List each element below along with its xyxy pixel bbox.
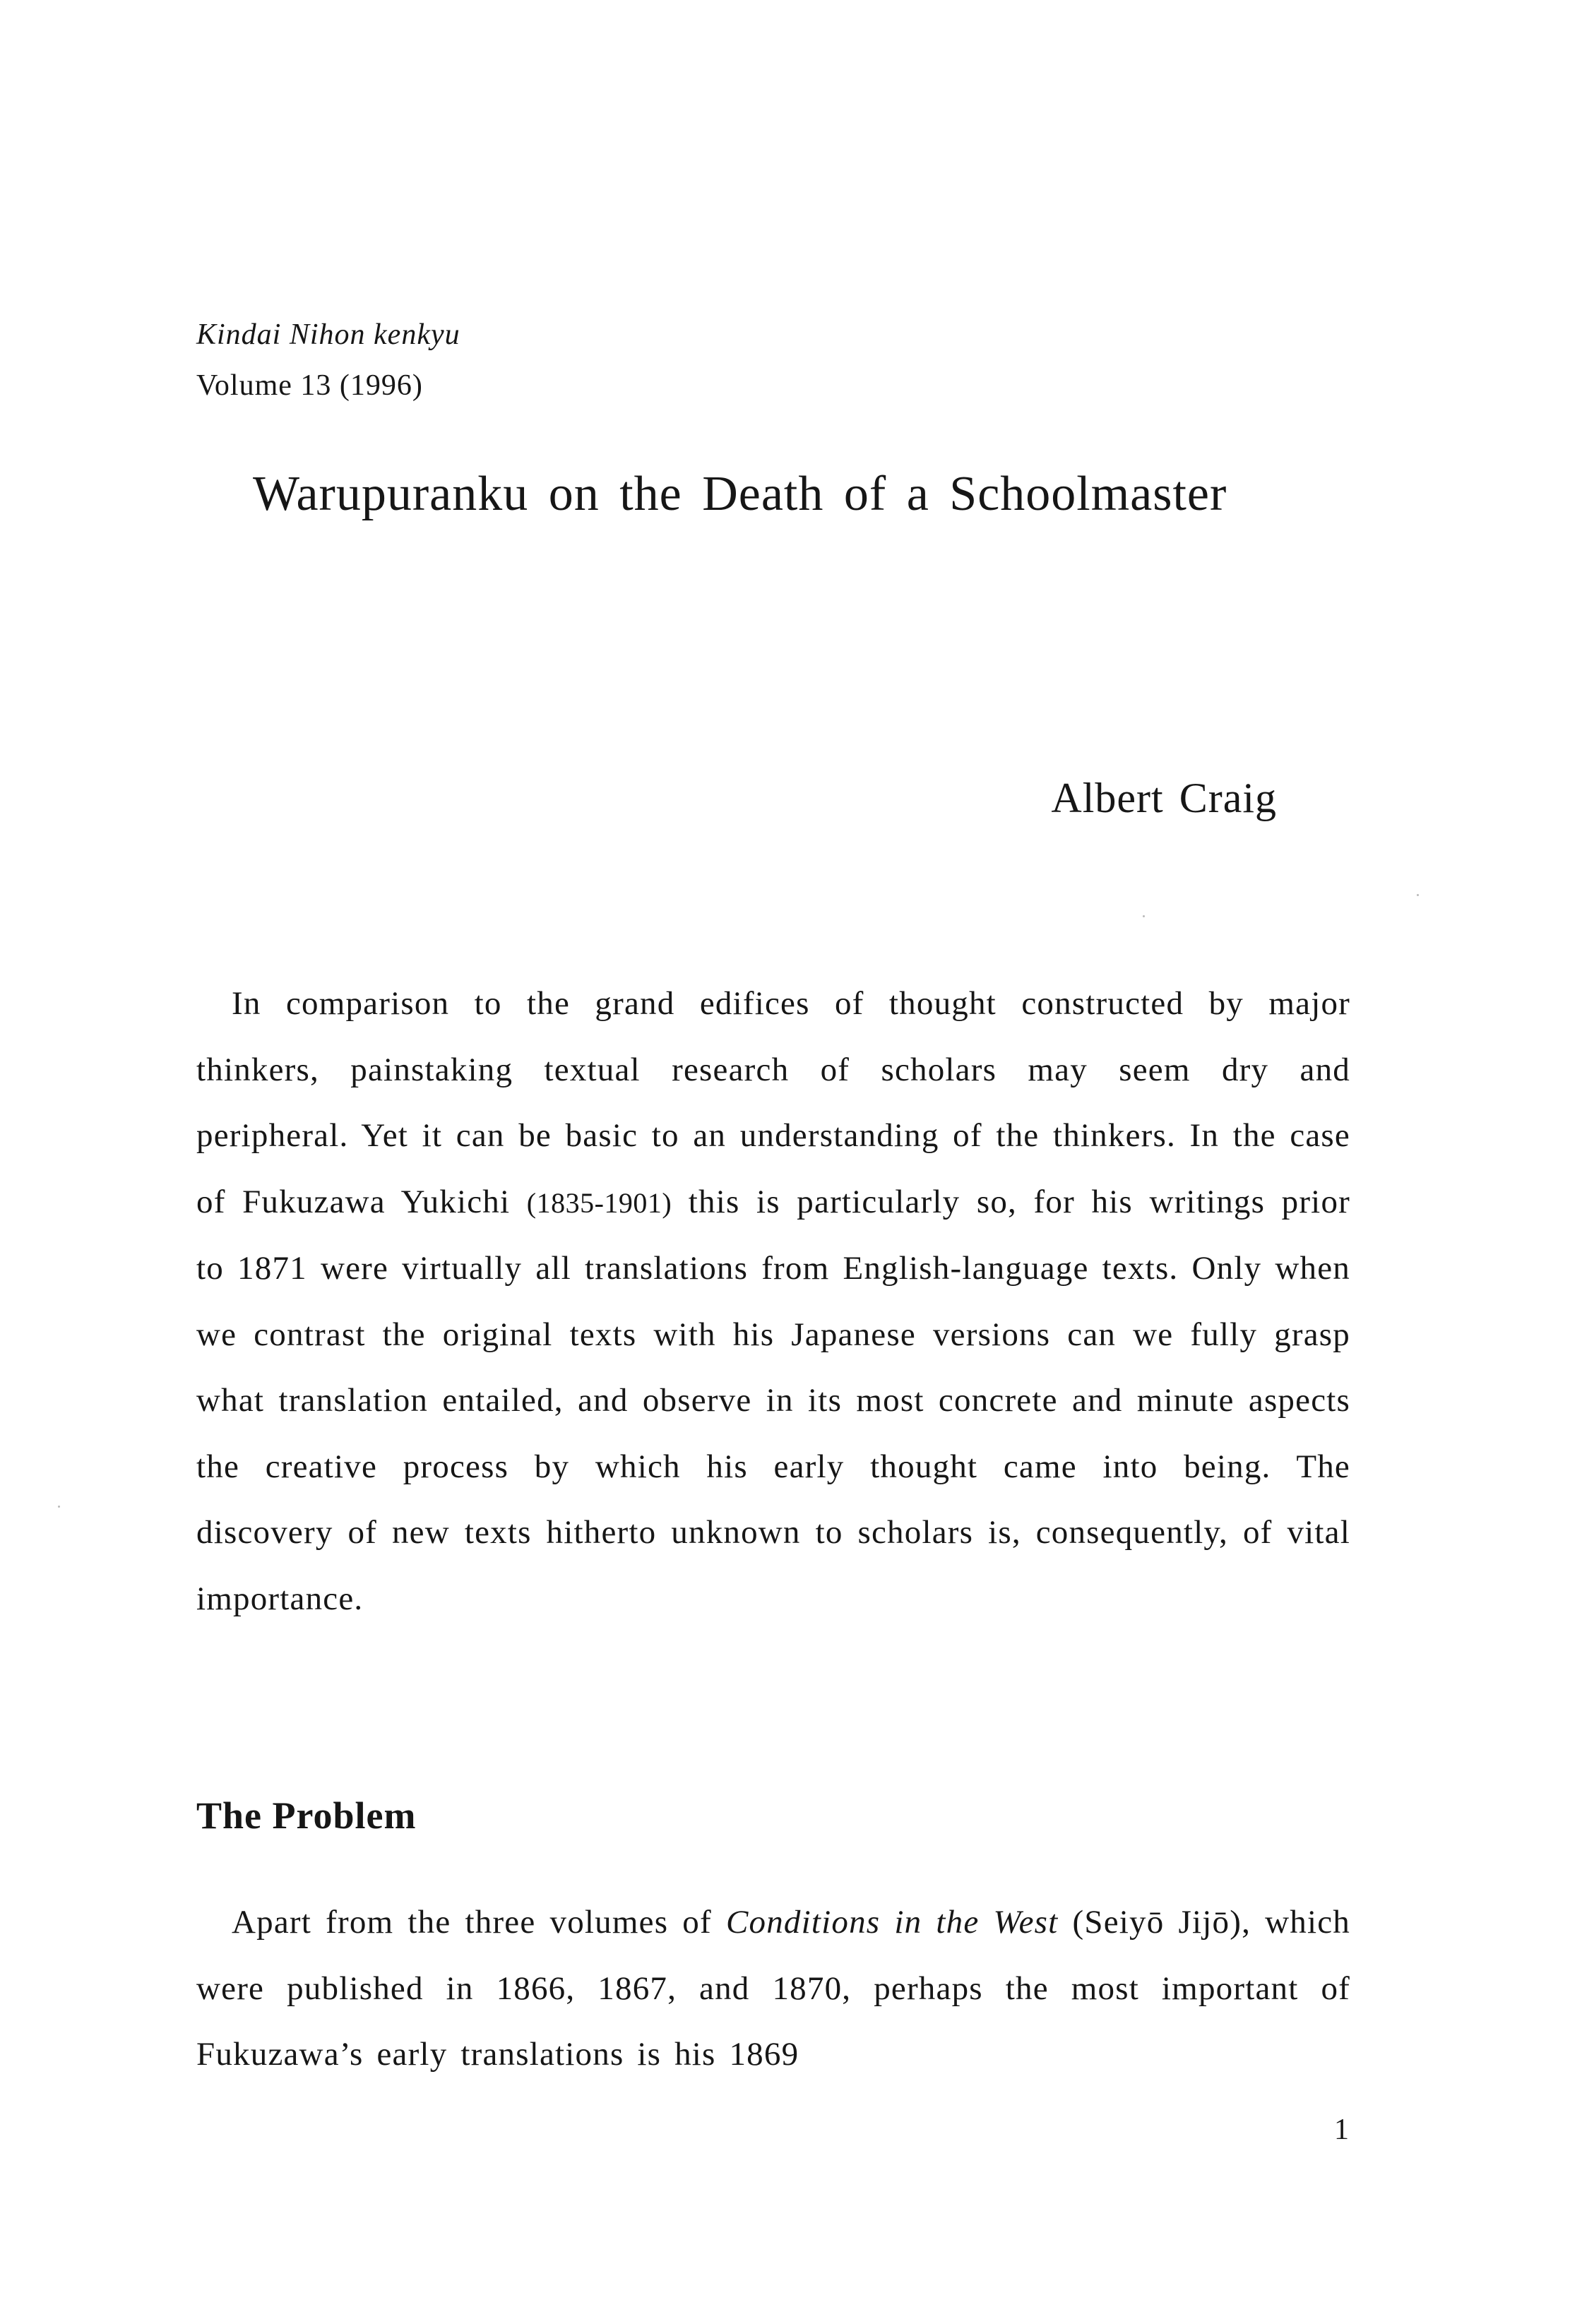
scan-speck (1143, 915, 1145, 917)
life-dates: (1835-1901) (526, 1186, 672, 1219)
book-title: Conditions in the West (725, 1904, 1059, 1941)
journal-name: Kindai Nihon kenkyu (196, 318, 460, 351)
page-number: 1 (1334, 2114, 1349, 2146)
author-name: Albert Craig (1051, 775, 1277, 821)
problem-text-rest: (Seiyō Jijō), which were published in 1866, 1867, and 1870, perhaps the most important of Fukuzawa’s early translations is his 1869 (196, 1904, 1350, 2073)
section-heading: The Problem (196, 1794, 417, 1837)
problem-text-start: Apart from the three volumes of (232, 1904, 726, 1941)
article-title: Warupuranku on the Death of a Schoolmaster (253, 467, 1227, 521)
scan-speck (1417, 894, 1419, 896)
intro-text-start: In comparison to the grand edifices of thought constructed by major thinkers, painstaking textual research of scholars may seem dry and peripheral. Yet it can be basic to an understanding of the thinkers. In the case of Fukuzawa Yukichi (196, 985, 1350, 1220)
volume-info: Volume 13 (1996) (196, 369, 423, 402)
intro-text-end: this is particularly so, for his writings prior to 1871 were virtually all translations from English-language texts. Only when we contrast the original texts with his Japanese versions can we fully grasp what translation entailed, and observe in its most concrete and minute aspects the creative process by which his early thought came into being. The discovery of new texts hitherto unknown to scholars is, consequently, of vital importance. (196, 1183, 1350, 1617)
intro-paragraph (196, 971, 1350, 1632)
scan-speck (58, 1506, 60, 1508)
problem-paragraph (196, 1890, 1350, 2088)
